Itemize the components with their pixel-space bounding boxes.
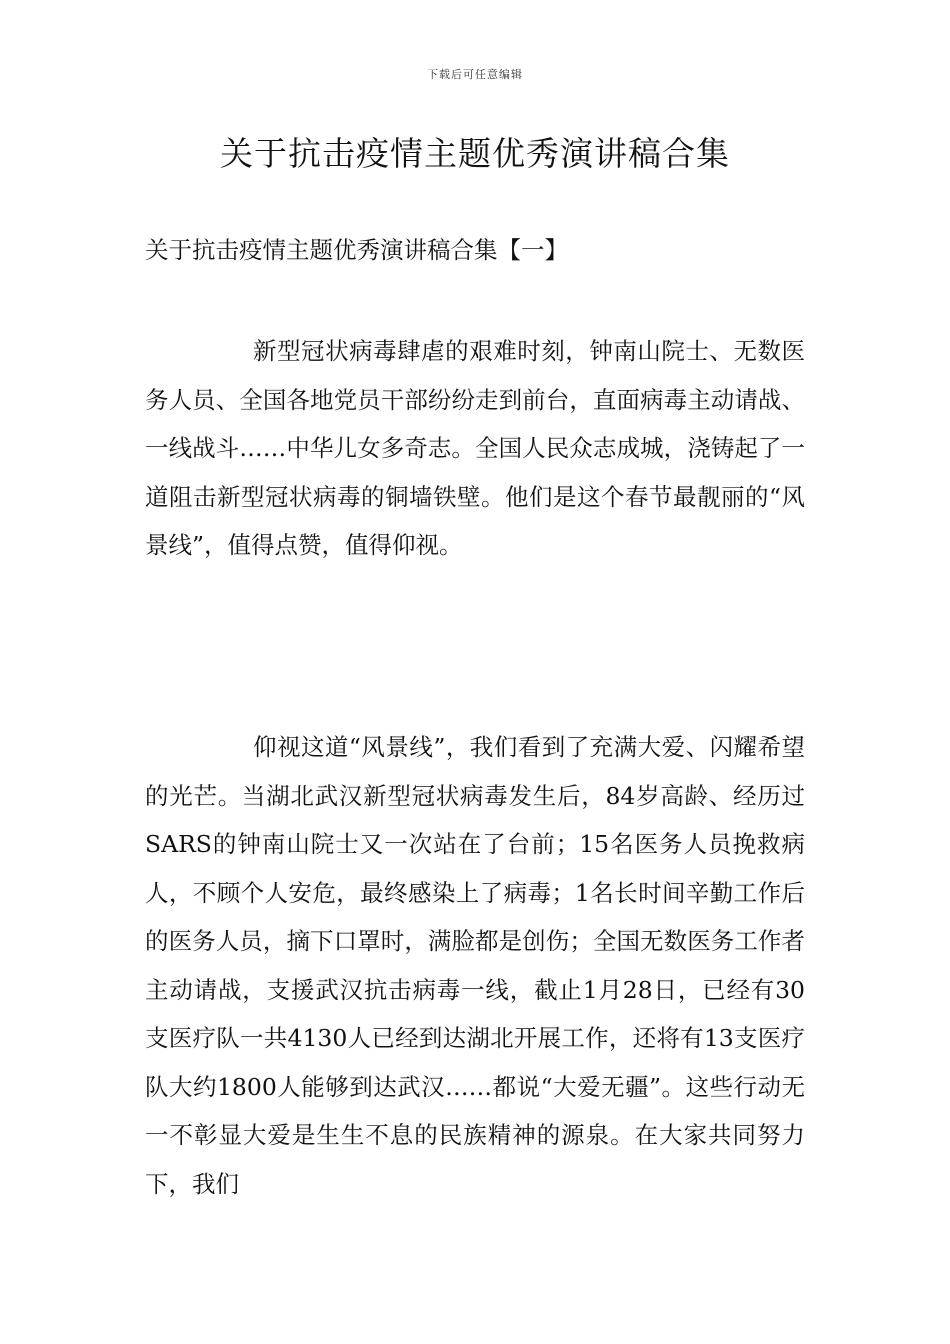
section-heading: 关于抗击疫情主题优秀演讲稿合集【一】 [145,236,568,264]
document-title: 关于抗击疫情主题优秀演讲稿合集 [220,134,730,173]
header-note: 下载后可任意编辑 [427,68,523,81]
paragraph-2: 仰视这道“风景线”，我们看到了充满大爱、闪耀希望的光芒。当湖北武汉新型冠状病毒发生后，84岁高龄、经历过SARS的钟南山院士又一次站在了台前；15名医务人员挽救病人，不顾个人安危，最终感染上了病毒；1名长时间辛勤工作后的医务人员，摘下口罩时，满脸都是创伤；全国无数医务工作者主动请战，支援武汉抗击病毒一线，截止1月28日，已经有30支医疗队一共4130人已经到达湖北开展工作，还将有13支医疗队大约1800人能够到达武汉……都说“大爱无疆”。这些行动无一不彰显大爱是生生不息的民族精神的源泉。在大家共同努力下，我们 [145,733,805,1198]
paragraph-1: 新型冠状病毒肆虐的艰难时刻，钟南山院士、无数医务人员、全国各地党员干部纷纷走到前台，直面病毒主动请战、一线战斗……中华儿女多奇志。全国人民众志成城，浇铸起了一道阻击新型冠状病毒的铜墙铁壁。他们是这个春节最靓丽的“风景线”，值得点赞，值得仰视。 [145,337,805,559]
